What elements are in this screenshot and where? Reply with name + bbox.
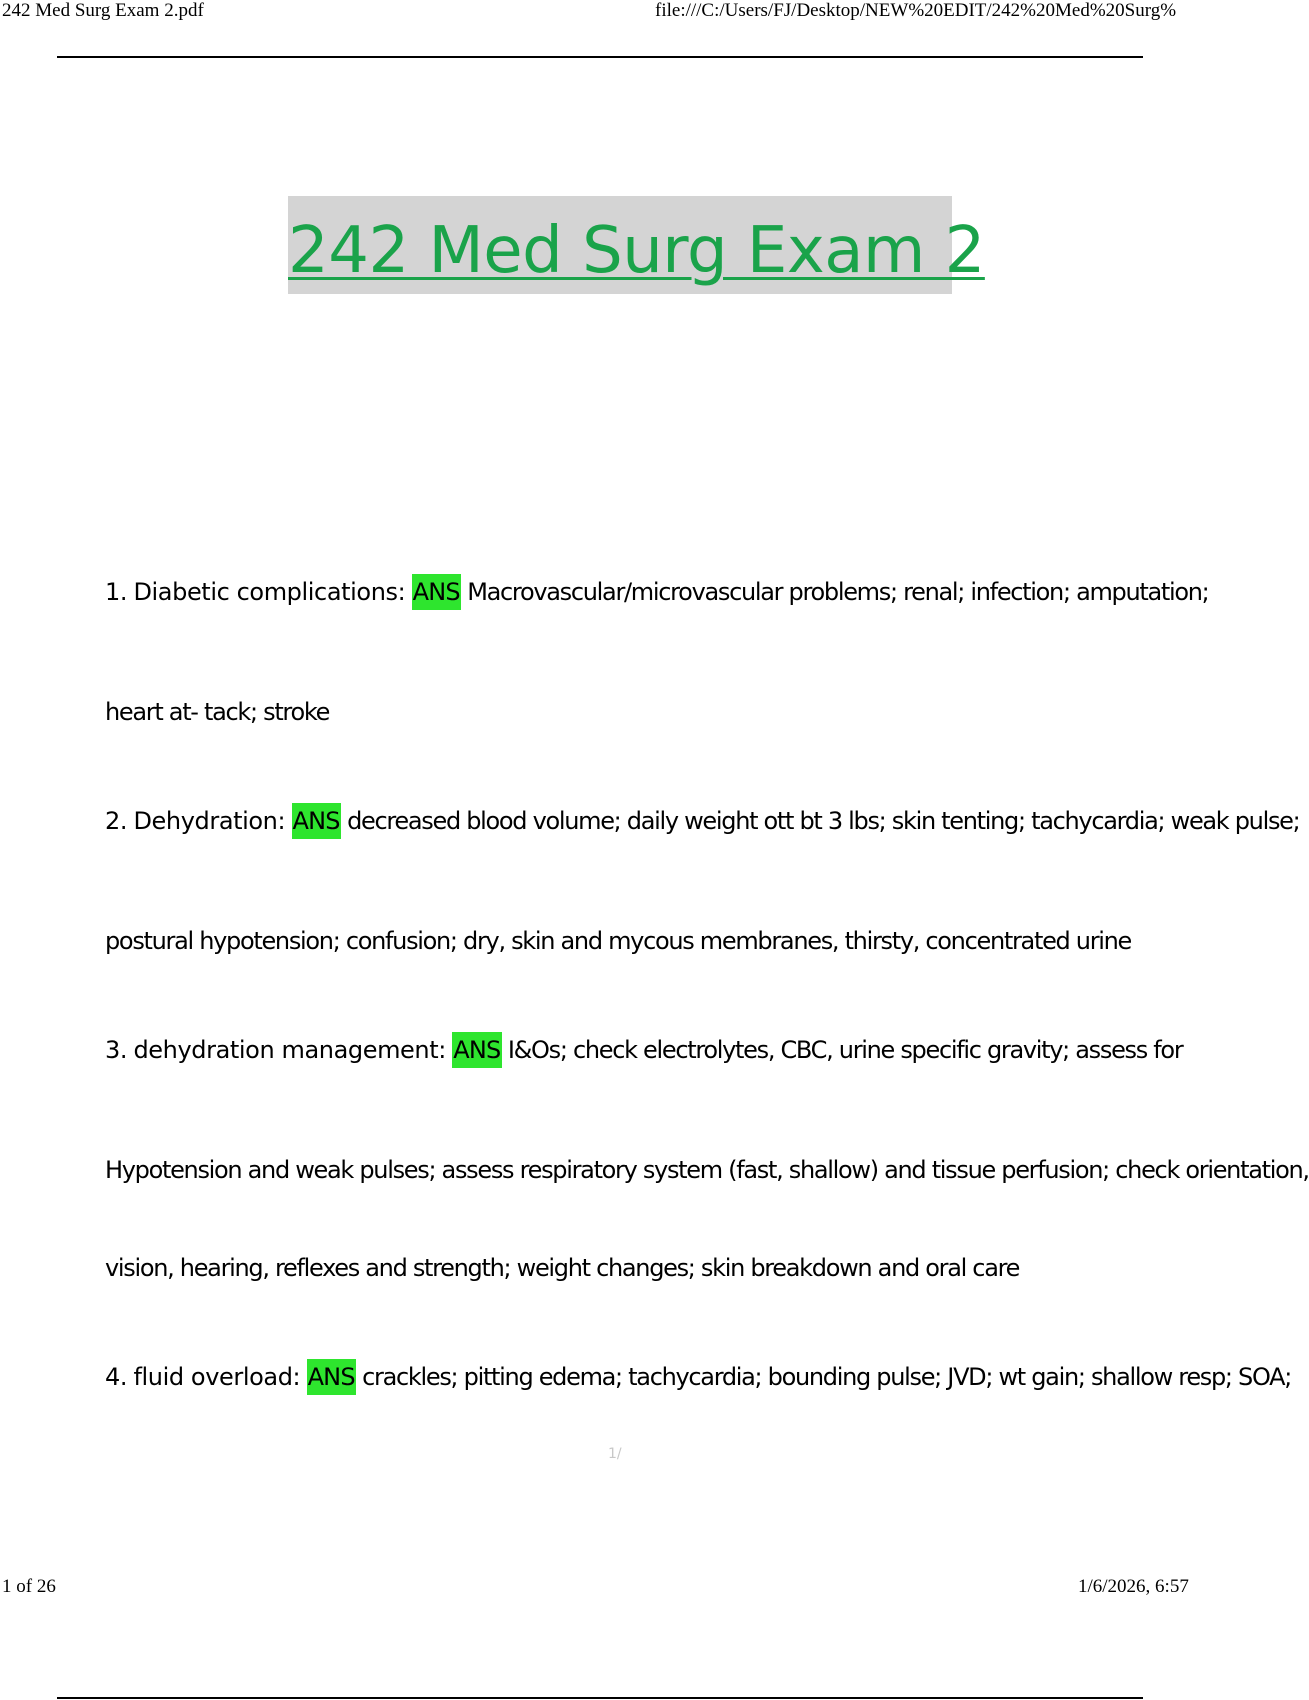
item-4-term: fluid overload: bbox=[133, 1363, 301, 1391]
item-3-line-1 bbox=[105, 1036, 1182, 1064]
bottom-divider bbox=[57, 1697, 1143, 1699]
item-1-answer: Macrovascular/microvascular problems; renal; infection; amputation; bbox=[467, 578, 1209, 606]
item-1-term: Diabetic complications: bbox=[133, 578, 406, 606]
item-4-answer: crackles; pitting edema; tachycardia; bounding pulse; JVD; wt gain; shallow resp; SOA; bbox=[362, 1363, 1292, 1391]
item-3-number: 3. bbox=[105, 1036, 128, 1064]
item-1-ans-badge: ANS bbox=[412, 574, 461, 610]
item-3-line-3: vision, hearing, reflexes and strength; weight changes; skin breakdown and oral care bbox=[105, 1254, 1020, 1282]
item-1-number: 1. bbox=[105, 578, 128, 606]
item-4-ans-badge: ANS bbox=[307, 1359, 356, 1395]
item-3-ans-badge: ANS bbox=[452, 1032, 501, 1068]
item-3-line-2: Hypotension and weak pulses; assess respiratory system (fast, shallow) and tissue perfusion; check orientation, bbox=[105, 1156, 1309, 1184]
page-marker: 1/ bbox=[608, 1446, 622, 1462]
item-1-line-1 bbox=[105, 578, 1208, 606]
print-footer-datetime: 1/6/2026, 6:57 bbox=[1078, 1576, 1189, 1597]
item-2-ans-badge: ANS bbox=[292, 803, 341, 839]
item-2-number: 2. bbox=[105, 807, 128, 835]
item-3-term: dehydration management: bbox=[133, 1036, 446, 1064]
document-title: 242 Med Surg Exam 2 bbox=[288, 214, 985, 288]
print-header-doc-title: 242 Med Surg Exam 2.pdf bbox=[2, 0, 204, 21]
item-2-term: Dehydration: bbox=[133, 807, 286, 835]
item-3-answer: I&Os; check electrolytes, CBC, urine specific gravity; assess for bbox=[507, 1036, 1183, 1064]
item-4-number: 4. bbox=[105, 1363, 128, 1391]
print-footer-page-count: 1 of 26 bbox=[2, 1576, 56, 1597]
print-header-url: file:///C:/Users/FJ/Desktop/NEW%20EDIT/242%20Med%20Surg% bbox=[655, 0, 1177, 21]
item-2-line-1 bbox=[105, 807, 1299, 835]
item-2-line-2: postural hypotension; confusion; dry, skin and mycous membranes, thirsty, concentrated urine bbox=[105, 927, 1132, 955]
top-divider bbox=[57, 56, 1143, 58]
item-2-answer: decreased blood volume; daily weight ott bt 3 lbs; skin tenting; tachycardia; weak pulse; bbox=[347, 807, 1300, 835]
item-4-line-1 bbox=[105, 1363, 1291, 1391]
item-1-line-2: heart at- tack; stroke bbox=[105, 698, 330, 726]
